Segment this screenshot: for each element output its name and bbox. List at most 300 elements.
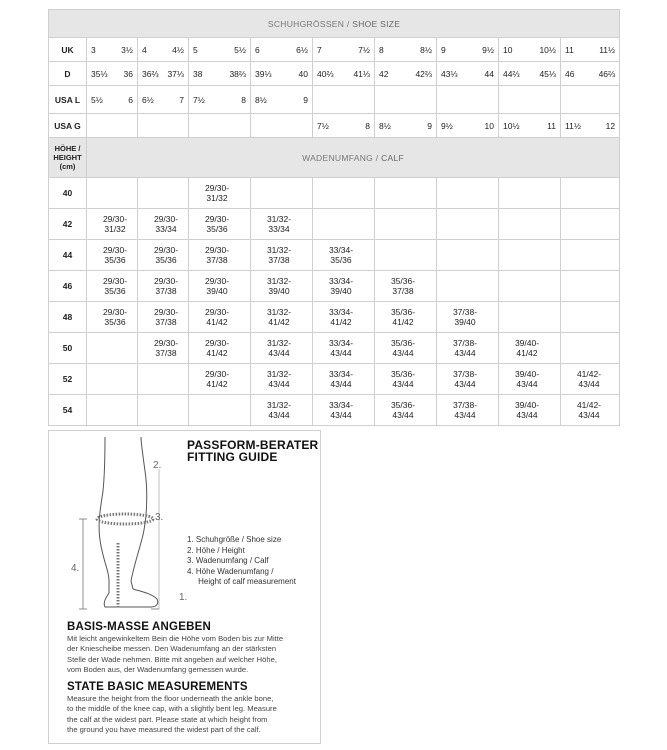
shoe-size-cell [138,86,189,114]
calf-cell [437,209,499,240]
calf-cell [499,209,561,240]
calf-cell [138,364,189,395]
height-value: 42 [49,209,87,240]
shoe-size-cell [189,86,251,114]
fig-label-3: 3. [155,512,164,523]
size-value: 7 [179,94,184,105]
calf-cell [313,209,375,240]
calf-range-part: 35/36 [104,317,126,327]
calf-range-part: 35/36- [390,307,416,317]
size-table [48,9,620,426]
shoe-size-cell [189,62,251,86]
calf-range-part: 43/44 [516,410,538,420]
calf-cell [437,271,499,302]
legend-item: 2. Höhe / Height [187,545,245,555]
size-value: 42 [379,68,389,79]
size-value: 44⅔ [503,68,520,79]
fig-label-1: 1. [179,592,188,603]
calf-range-part: 43/44 [392,379,414,389]
size-value: 8 [241,94,246,105]
size-value: 11½ [565,120,581,131]
size-pair [87,69,137,79]
size-value: 9½ [441,120,453,131]
calf-cell [87,271,138,302]
calf-row [49,395,620,426]
text-de [67,634,317,676]
shoe-size-cell [437,62,499,86]
calf-range-part: 41/42 [206,379,228,389]
size-pair [561,121,619,131]
text-line: Mit leicht angewinkeltem Bein die Höhe vom Boden bis zur Mitte [67,634,284,643]
calf-range-part: 43/44 [268,379,290,389]
size-value: 40⅔ [317,68,334,79]
calf-cell [189,209,251,240]
calf-range-part: 43/44 [330,379,352,389]
size-pair [138,45,188,55]
calf-cell [375,395,437,426]
size-value: 9 [303,94,308,105]
legend-item: 4. Höhe Wadenumfang / [187,566,274,576]
calf-cell [375,302,437,333]
size-value: 37⅓ [167,68,184,79]
calf-range-part: 33/34- [328,338,354,348]
row-label: UK [49,38,87,62]
calf-cell [561,395,620,426]
shoe-size-cell [375,38,437,62]
calf-title-en: CALF [381,152,405,163]
calf-cell [87,364,138,395]
calf-cell [313,240,375,271]
calf-range-part: 37/38 [155,286,177,296]
size-pair [251,69,312,79]
row-label: USA G [49,114,87,138]
calf-cell [138,333,189,364]
size-value: 6 [255,44,260,55]
shoe-size-cell [499,38,561,62]
size-pair [437,45,498,55]
size-pair [189,69,250,79]
size-value: 3½ [121,44,133,55]
calf-range-part: 33/34- [328,307,354,317]
size-value: 6½ [142,94,154,105]
calf-cell [189,333,251,364]
size-value: 8 [365,120,370,131]
shoe-size-cell [313,114,375,138]
calf-cell [189,364,251,395]
calf-cell [375,178,437,209]
text-en [67,694,317,736]
calf-range-part: 41/42 [206,348,228,358]
shoe-size-row [49,114,620,138]
calf-cell [87,178,138,209]
shoe-size-cell [138,38,189,62]
calf-cell [437,333,499,364]
height-value: 44 [49,240,87,271]
calf-cell [499,302,561,333]
title-separator: / [346,18,350,29]
calf-range-part: 39/40 [206,286,228,296]
calf-range-part: 31/32- [266,245,292,255]
calf-range-part: 29/30- [204,276,230,286]
calf-range-part: 43/44 [578,410,600,420]
calf-cell [87,209,138,240]
calf-cell [561,178,620,209]
calf-range-part: 29/30- [153,214,179,224]
calf-range-part: 37/38- [452,369,478,379]
shoe-size-cell [313,62,375,86]
calf-cell [313,333,375,364]
calf-range-part: 33/34- [328,369,354,379]
calf-range-part: 31/32- [266,276,292,286]
size-pair [313,69,374,79]
calf-range-part: 37/38- [452,400,478,410]
calf-range-part: 33/34 [268,224,290,234]
calf-row [49,302,620,333]
leg-illustration [53,431,203,621]
calf-cell [313,271,375,302]
text-line: der Kniescheibe messen. Den Wadenumfang an der stärksten [67,644,277,654]
size-value: 38⅔ [229,68,246,79]
shoe-size-cell [251,86,313,114]
size-value: 8½ [420,44,432,55]
fig-label-2: 2. [153,460,162,471]
calf-cell [499,178,561,209]
shoe-size-cell [499,62,561,86]
calf-cell [375,333,437,364]
calf-cell [251,395,313,426]
shoe-size-cell [313,38,375,62]
height-value: 48 [49,302,87,333]
calf-cell [499,333,561,364]
text-line: the ground you have measured the widest part of the calf. [67,725,261,735]
calf-range-part: 43/44 [268,348,290,358]
calf-cell [375,364,437,395]
calf-cell [437,240,499,271]
shoe-size-cell [189,114,251,138]
calf-range-part: 43/44 [392,348,414,358]
shoe-size-cell [375,114,437,138]
shoe-size-cell [87,114,138,138]
size-value: 46 [565,68,575,79]
calf-cell [189,271,251,302]
size-pair [189,95,250,105]
size-value: 38 [193,68,203,79]
calf-range-part: 41/42 [392,317,414,327]
calf-row [49,209,620,240]
calf-range-part: 41/42 [330,317,352,327]
calf-range-part: 29/30- [204,307,230,317]
calf-cell [251,333,313,364]
calf-range-part: 29/30- [102,307,128,317]
size-value: 11 [565,44,574,55]
calf-cell [189,395,251,426]
calf-range-part: 39/40- [514,400,540,410]
calf-row [49,364,620,395]
calf-range-part: 43/44 [392,410,414,420]
calf-range-part: 29/30- [204,183,230,193]
height-label: HÖHE / HEIGHT (cm) [49,138,87,178]
calf-cell [499,364,561,395]
size-value: 4 [142,44,147,55]
size-pair [375,121,436,131]
calf-range-part: 33/34- [328,276,354,286]
size-value: 4½ [172,44,184,55]
size-value: 42⅔ [415,68,432,79]
calf-range-part: 41/42- [576,400,602,410]
calf-cell [87,333,138,364]
calf-cell [313,364,375,395]
calf-range-part: 29/30- [153,307,179,317]
calf-cell [437,395,499,426]
calf-range-part: 29/30- [153,245,179,255]
shoe-size-cell [561,38,620,62]
size-value: 7½ [358,44,370,55]
calf-cell [87,395,138,426]
shoe-size-cell [437,114,499,138]
row-label: D [49,62,87,86]
height-value: 50 [49,333,87,364]
calf-title-de: WADENUMFANG [302,152,374,163]
calf-range-part: 37/38 [392,286,414,296]
size-value: 7½ [193,94,205,105]
calf-cell [561,364,620,395]
size-value: 45⅓ [539,68,556,79]
title-separator: / [375,152,379,163]
size-value: 10½ [503,120,520,131]
calf-range-part: 29/30- [204,214,230,224]
calf-range-part: 39/40 [454,317,476,327]
calf-range-part: 35/36 [330,255,352,265]
shoe-size-header [49,10,620,38]
size-pair [375,45,436,55]
size-value: 11 [547,120,556,131]
size-value: 10 [503,44,513,55]
size-pair [561,45,619,55]
size-pair [437,121,498,131]
calf-range-part: 33/34- [328,245,354,255]
calf-cell [87,302,138,333]
calf-row [49,271,620,302]
size-chart [48,9,619,426]
shoe-size-cell [375,62,437,86]
calf-range-part: 43/44 [578,379,600,389]
size-value: 9 [427,120,432,131]
size-value: 36 [123,68,133,79]
shoe-size-cell [138,114,189,138]
height-value: 52 [49,364,87,395]
calf-cell [251,302,313,333]
legend-item: Height of calf measurement [187,577,296,586]
height-value: 40 [49,178,87,209]
calf-cell [499,240,561,271]
calf-range-part: 29/30- [102,214,128,224]
calf-range-part: 37/38 [206,255,228,265]
calf-cell [375,271,437,302]
calf-range-part: 29/30- [204,369,230,379]
shoe-size-cell [251,114,313,138]
shoe-size-cell [138,62,189,86]
calf-cell [499,271,561,302]
calf-range-part: 35/36 [104,286,126,296]
text-line: the calf at the widest part. Please state at which height from [67,714,268,724]
calf-range-part: 31/32- [266,369,292,379]
size-value: 44 [484,68,494,79]
size-pair [561,69,619,79]
size-value: 8½ [379,120,391,131]
calf-range-part: 31/32 [104,224,126,234]
calf-range-part: 29/30- [153,276,179,286]
size-value: 10 [484,120,494,131]
row-label: USA L [49,86,87,114]
size-value: 5 [193,44,198,55]
shoe-size-cell [313,86,375,114]
calf-range-part: 31/32- [266,400,292,410]
size-value: 5½ [91,94,103,105]
shoe-size-cell [375,86,437,114]
size-value: 6½ [296,44,308,55]
calf-header [87,138,620,178]
calf-row [49,178,620,209]
calf-range-part: 31/32- [266,307,292,317]
fitting-guide [48,430,321,744]
shoe-size-cell [87,62,138,86]
size-value: 39⅓ [255,68,272,79]
calf-cell [138,302,189,333]
guide-title-de: PASSFORM-BERATER [187,438,319,452]
calf-range-part: 35/36- [390,369,416,379]
calf-cell [138,271,189,302]
calf-range-part: 35/36 [104,255,126,265]
shoe-size-cell [561,114,620,138]
heading-de: BASIS-MASSE ANGEBEN [67,621,211,633]
shoe-size-cell [87,86,138,114]
calf-cell [437,364,499,395]
calf-range-part: 41/42 [516,348,538,358]
size-pair [437,69,498,79]
calf-range-part: 29/30- [102,276,128,286]
calf-cell [138,240,189,271]
calf-range-part: 35/36 [155,255,177,265]
calf-range-part: 31/32- [266,338,292,348]
size-value: 3 [91,44,96,55]
calf-range-part: 43/44 [330,410,352,420]
size-value: 11½ [599,44,616,55]
shoe-size-cell [499,114,561,138]
calf-range-part: 41/42- [576,369,602,379]
size-pair [138,69,188,79]
calf-range-part: 43/44 [454,379,476,389]
size-value: 7 [317,44,322,55]
calf-range-part: 43/44 [454,348,476,358]
calf-header-row [49,138,620,178]
height-value: 46 [49,271,87,302]
size-value: 41⅓ [353,68,370,79]
size-pair [87,45,137,55]
calf-cell [251,209,313,240]
legend-item: 1. Schuhgröße / Shoe size [187,535,282,544]
size-value: 5½ [234,44,246,55]
calf-range-part: 37/38 [268,255,290,265]
calf-cell [189,178,251,209]
calf-cell [375,240,437,271]
calf-cell [375,209,437,240]
size-pair [87,95,137,105]
size-value: 8½ [255,94,267,105]
height-value: 54 [49,395,87,426]
calf-range-part: 43/44 [268,410,290,420]
text-line: Stelle der Wade nehmen. Bitte mit angeben auf welcher Höhe, [67,654,277,664]
calf-cell [138,395,189,426]
calf-range-part: 39/40- [514,369,540,379]
size-pair [251,95,312,105]
shoe-size-cell [437,86,499,114]
shoe-size-cell [189,38,251,62]
shoe-size-cell [561,62,620,86]
size-value: 46⅔ [598,68,616,79]
calf-range-part: 43/44 [330,348,352,358]
shoe-size-cell [499,86,561,114]
shoe-size-cell [437,38,499,62]
size-pair [499,45,560,55]
size-value: 40 [298,68,308,79]
calf-cell [138,209,189,240]
text-line: Measure the height from the floor underneath the ankle bone, [67,694,274,703]
calf-range-part: 41/42 [206,317,228,327]
size-value: 43⅓ [441,68,458,79]
shoe-size-row [49,62,620,86]
calf-cell [561,209,620,240]
calf-cell [437,178,499,209]
calf-cell [561,302,620,333]
calf-range-part: 35/36- [390,276,416,286]
calf-range-part: 35/36- [390,338,416,348]
calf-range-part: 39/40- [514,338,540,348]
calf-row [49,333,620,364]
calf-range-part: 43/44 [516,379,538,389]
calf-cell [251,364,313,395]
calf-range-part: 39/40 [268,286,290,296]
shoe-size-cell [251,38,313,62]
guide-title-en: FITTING GUIDE [187,450,278,464]
size-value: 35⅓ [91,68,108,79]
calf-cell [251,240,313,271]
size-value: 10½ [539,44,556,55]
shoe-size-cell [561,86,620,114]
calf-cell [251,178,313,209]
fig-label-4: 4. [71,563,80,574]
shoe-title-en: SHOE SIZE [352,18,401,29]
calf-range-part: 37/38- [452,338,478,348]
size-pair [499,69,560,79]
calf-range-part: 35/36- [390,400,416,410]
calf-range-part: 31/32- [266,214,292,224]
legend-item: 3. Wadenumfang / Calf [187,556,269,565]
measurement-legend [187,535,296,588]
calf-cell [189,240,251,271]
text-line: to the middle of the knee cap, with a slightly bent leg. Measure [67,704,277,714]
calf-range-part: 37/38- [452,307,478,317]
calf-range-part: 41/42 [268,317,290,327]
text-line: vom Boden aus, der Wadenumfang gemessen wurde. [67,665,249,675]
calf-cell [189,302,251,333]
heading-en: STATE BASIC MEASUREMENTS [67,681,248,693]
shoe-size-cell [87,38,138,62]
calf-cell [313,395,375,426]
shoe-size-row [49,38,620,62]
calf-cell [313,178,375,209]
size-value: 9 [441,44,446,55]
shoe-title-de: SCHUHGRÖSSEN [267,18,345,29]
